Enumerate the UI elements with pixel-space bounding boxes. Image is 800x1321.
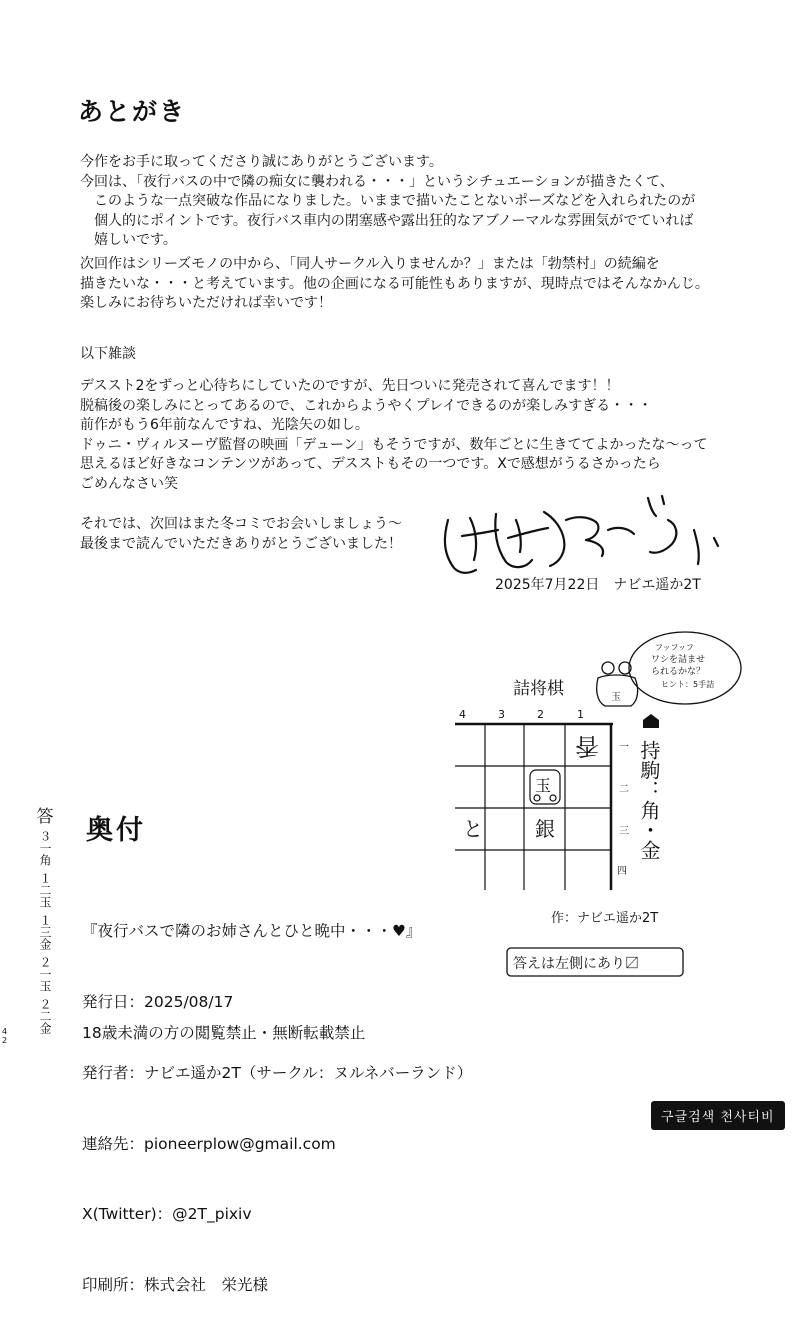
column-label-2: 2 (537, 708, 544, 721)
column-label-3: 3 (498, 708, 505, 721)
colophon-lines (82, 873, 472, 1321)
frog-bubble-line-1: フッフッフ (655, 643, 694, 652)
misc-heading: 以下雑談 (80, 346, 136, 362)
afterword-paragraph-1: 今作をお手に取ってくださり誠にありがとうございます。 今回は、「夜行バスの中で隣の痴女に襲われる・・・」というシチュエーションが描きたくて、 このような一点突破な作品になりました。いままで描いたことないポーズなどを入れられたのが 個人的にポイントです。夜行バス車内の閉塞感や露出狂的なアブノーマルな雰囲気がでていれば 嬉しいです。 (80, 154, 696, 248)
colophon-line-title: 『夜行バスで隣のお姉さんとひと晩中・・・♥』 (82, 922, 422, 941)
page-number: 4 2 (2, 1027, 8, 1045)
colophon-title: 奥付 (86, 815, 146, 846)
frog-badge: 玉 (611, 692, 621, 703)
answer-header: 答 (36, 807, 54, 827)
answer-move-3: １三金 (38, 914, 52, 950)
afterword-paragraph-2: 次回作はシリーズモノの中から、「同人サークル入りませんか？」または「勃禁村」の続編を 描きたいな・・・と考えています。他の企画になる可能性もありますが、現時点ではそんなかんじ。 楽しみにお待ちいただければ幸いです！ (80, 256, 709, 311)
colophon-line-twitter: X(Twitter)：@2T_pixiv (82, 1205, 252, 1224)
column-label-4: 4 (459, 708, 466, 721)
date-signature: 2025年7月22日 ナビエ遥か2T (495, 577, 701, 593)
answer-move-5: ２二金 (38, 998, 52, 1034)
column-label-1: 1 (577, 708, 584, 721)
handwritten-signature (436, 490, 736, 580)
frog-bubble-line-2: ワシを詰ませ (651, 655, 706, 665)
age-warning: 18歳未満の方の閲覧禁止・無断転載禁止 (82, 1024, 366, 1042)
frog-bubble-line-3: られるかな？ (651, 667, 706, 677)
answer-column (30, 808, 60, 1034)
sente-piece-icon (643, 714, 659, 728)
piece-king: 玉 (535, 776, 552, 795)
tsume-shogi-puzzle (455, 630, 755, 990)
answer-move-2: １二玉 (38, 872, 52, 908)
watermark-badge: 구글검색 천사티비 (651, 1101, 785, 1130)
piece-lance: 香 (575, 732, 599, 760)
answer-move-4: ２一玉 (38, 956, 52, 992)
colophon-line-publisher: 発行者：ナビエ遥か2T（サークル：ヌルネバーランド） (82, 1063, 473, 1082)
colophon-line-contact: 連絡先：pioneerplow@gmail.com (82, 1134, 336, 1153)
pieces-in-hand: 持駒：角・金 (637, 740, 661, 860)
row-label-2: 二 (619, 784, 629, 795)
row-label-4: 四 (617, 866, 627, 877)
afterword-paragraph-3: デススト2をずっと心待ちにしていたのですが、先日ついに発売されて喜んでます！！ 脱稿後の楽しみにとってあるので、これからようやくプレイできるのが楽しみすぎる・・・ 前作がもう6年前なんですね、光陰矢の如し。 ドゥニ・ヴィルヌーヴ監督の映画「デューン」もそうですが、数年ごとに生きててよかったな～って 思えるほど好きなコンテンツがあって、デスストもその一つです。Xで感想がうるさかったら ごめんなさい笑 (80, 378, 708, 492)
colophon-line-printer: 印刷所：株式会社 栄光様 (82, 1276, 269, 1295)
afterword-paragraph-4: それでは、次回はまた冬コミでお会いしましょう～ 最後まで読んでいただきありがとうございました！ (80, 516, 402, 552)
frog-bubble-line-4: ヒント：5手詰 (661, 680, 715, 689)
answer-move-1: ３一角 (38, 830, 52, 866)
row-label-1: 一 (619, 742, 629, 753)
afterword-title: あとがき (78, 97, 187, 126)
puzzle-credit: 作：ナビエ遥か2T (551, 911, 659, 926)
piece-silver: 銀 (535, 817, 555, 841)
row-label-3: 三 (619, 826, 629, 837)
answer-note: 答えは左側にあり〼 (513, 956, 639, 972)
colophon-line-date: 発行日：2025/08/17 (82, 992, 234, 1011)
tsume-title: 詰将棋 (513, 679, 564, 699)
piece-tokin: と (463, 817, 483, 841)
